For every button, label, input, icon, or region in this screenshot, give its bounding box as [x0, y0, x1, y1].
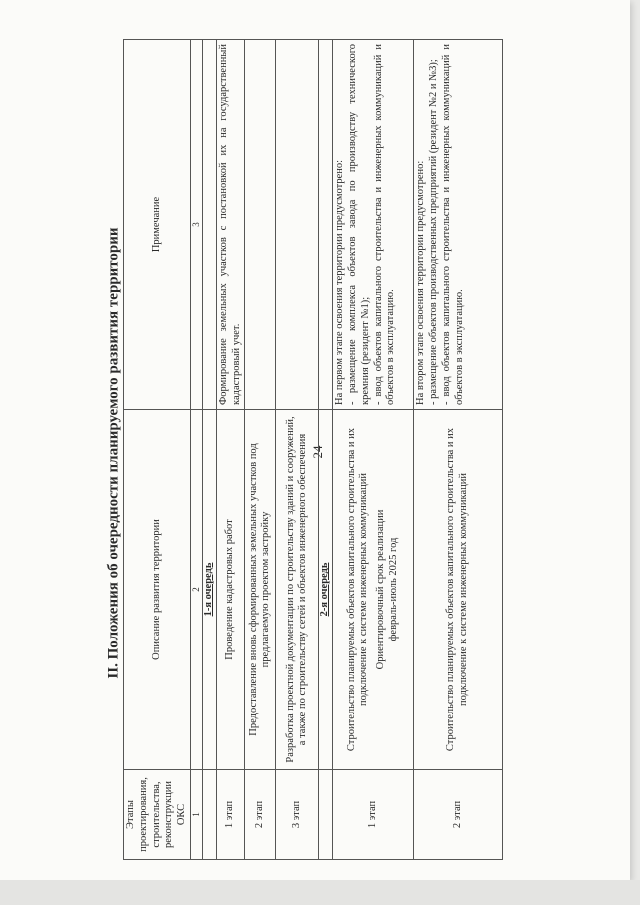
- stage-cell: 2 этап: [245, 770, 276, 860]
- note-item: - размещение комплекса объектов завода по производству технического кремния (резидент №1);: [346, 44, 371, 405]
- table-row: [414, 40, 503, 860]
- column-number: 3: [190, 40, 202, 410]
- table-row: [216, 40, 245, 860]
- note-intro: На первом этапе освоения территории предусмотрено:: [334, 159, 346, 405]
- queue-2-label: 2-я очередь: [319, 410, 333, 770]
- queue-1-label: 1-я очередь: [202, 410, 216, 770]
- stage-cell: 1 этап: [216, 770, 245, 860]
- table-row: [333, 40, 414, 860]
- description-cell: Строительство планируемых объектов капитального строительства и их подключение к системе инженерных коммуникаций: [414, 410, 503, 770]
- section-heading: II. Положения об очередности планируемого развития территории: [105, 227, 122, 679]
- column-number: 2: [190, 410, 202, 770]
- note-intro: На втором этапе освоения территории предусмотрено:: [415, 160, 427, 405]
- note-cell: [276, 40, 319, 410]
- table-row: [245, 40, 276, 860]
- note-cell: [245, 40, 276, 410]
- header-stages: Этапы проектирования, строительства, реконструкции ОКС: [124, 770, 191, 860]
- note-item: - размещение объектов производственных предприятий (резидент №2 и №3);: [427, 59, 439, 405]
- timeline-label: Ориентировочный срок реализации: [375, 509, 387, 670]
- note-cell: Формирование земельных участков с постановкой их на государственный кадастровый учет.: [216, 40, 245, 410]
- stage-cell: 2 этап: [414, 770, 503, 860]
- description-cell: Предоставление вновь сформированных земельных участков под предлагаемую проектом застройку: [245, 410, 276, 770]
- note-item: - ввод объектов капитального строительства и инженерных коммуникаций и объектов в эксплуатацию.: [372, 44, 397, 405]
- description-cell: [333, 410, 414, 770]
- scanner-background: [0, 880, 640, 905]
- header-note: Примечание: [124, 40, 191, 410]
- table-row: [276, 40, 319, 860]
- description-cell: Разработка проектной документации по строительству зданий и сооружений, а также по строительству сетей и объектов инженерного обеспечения: [276, 410, 319, 770]
- note-item: - ввод объектов капитального строительства и инженерных коммуникаций и объектов в эксплуатацию.: [440, 44, 465, 405]
- table-header-row: [124, 40, 191, 860]
- header-description: Описание развития территории: [124, 410, 191, 770]
- column-number: 1: [190, 770, 202, 860]
- queue-row: [202, 40, 216, 860]
- description-cell: Проведение кадастровых работ: [216, 410, 245, 770]
- stage-cell: 1 этап: [333, 770, 414, 860]
- page-number: 24: [310, 445, 325, 459]
- column-numbers-row: [190, 40, 202, 860]
- note-cell: [414, 40, 503, 410]
- note-cell: [333, 40, 414, 410]
- description-text: Строительство планируемых объектов капитального строительства и их подключение к системе инженерных коммуникаций: [345, 427, 370, 752]
- queue-row: [319, 40, 333, 860]
- rotated-table-container: [123, 40, 493, 860]
- timeline-value: февраль-июль 2025 год: [387, 537, 399, 642]
- stage-cell: 3 этап: [276, 770, 319, 860]
- staging-table: [123, 39, 503, 860]
